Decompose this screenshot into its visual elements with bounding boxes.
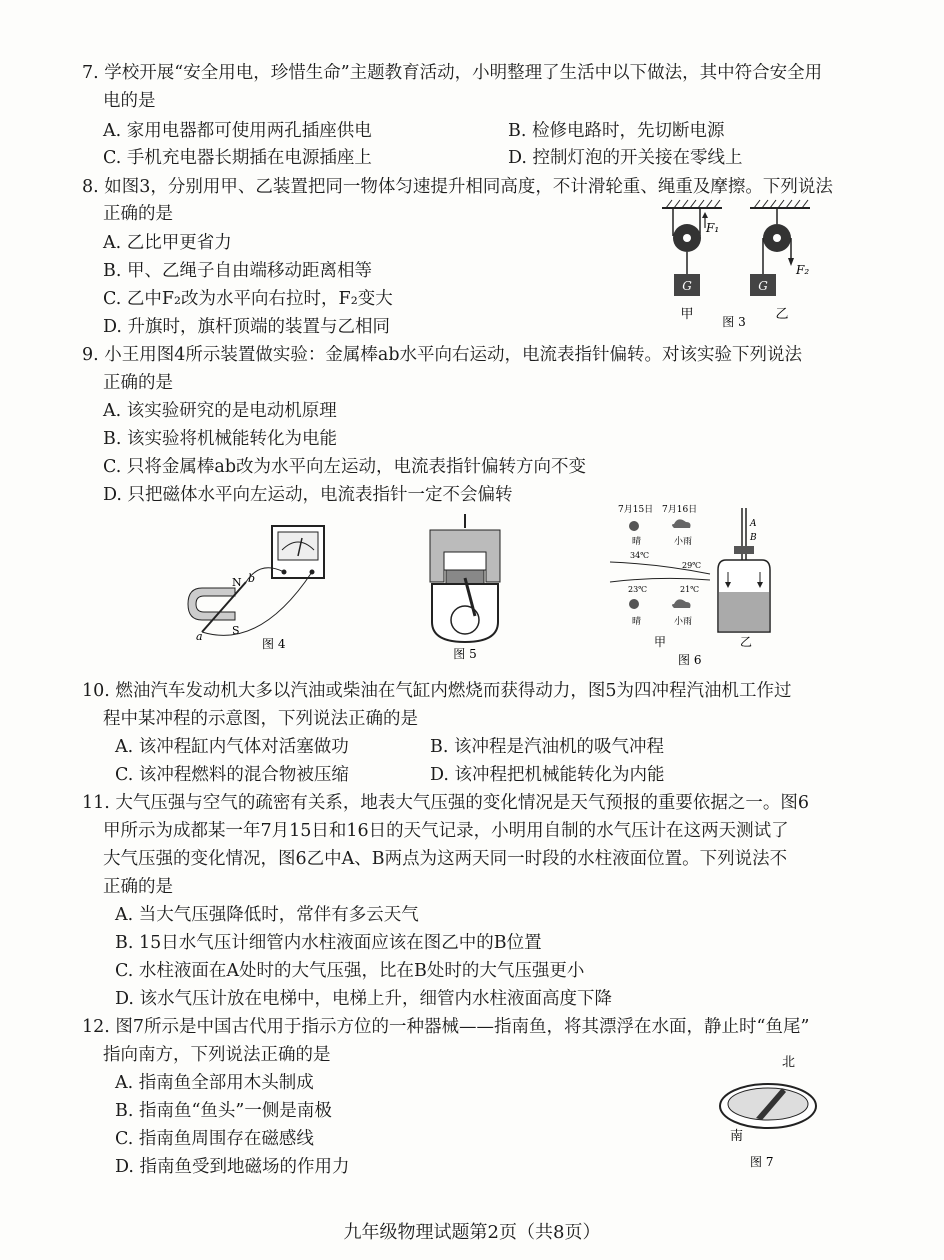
point-a-label: A [750, 519, 757, 529]
q7-stem-line2: 电的是 [103, 91, 156, 111]
q8-option-b: B. 甲、乙绳子自由端移动距离相等 [103, 261, 372, 281]
figure-3-label-jia: 甲 [680, 307, 694, 322]
q7-option-b: B. 检修电路时，先切断电源 [508, 121, 725, 141]
q9-stem-line2: 正确的是 [103, 373, 173, 393]
q9-option-b: B. 该实验将机械能转化为电能 [103, 429, 337, 449]
rod-b-label: b [248, 572, 256, 585]
rain-cloud-icon-2 [672, 599, 691, 608]
q7-option-d: D. 控制灯泡的开关接在零线上 [508, 148, 743, 168]
q10-option-b: B. 该冲程是汽油机的吸气冲程 [430, 737, 664, 757]
q9-stem-line1: 9. 小王用图4所示装置做实验：金属棒ab水平向右运动，电流表指针偏转。对该实验下列说法 [82, 345, 803, 365]
point-b-label: B [750, 533, 757, 543]
q12-option-d: D. 指南鱼受到地磁场的作用力 [115, 1157, 350, 1177]
q11-option-a: A. 当大气压强降低时，常伴有多云天气 [115, 905, 419, 925]
q10-stem-line1: 10. 燃油汽车发动机大多以汽油或柴油在气缸内燃烧而获得动力，图5为四冲程汽油机工作过 [82, 681, 792, 701]
figure-6-weather [610, 500, 790, 670]
temp-1: 34℃ [630, 551, 650, 560]
svg-text:G: G [758, 279, 768, 293]
figure-6-label-yi: 乙 [740, 635, 753, 649]
figure-3-label-yi: 乙 [775, 307, 789, 322]
figure-5-caption: 图 5 [453, 647, 477, 661]
temp-3: 23℃ [628, 585, 648, 594]
f2-label: F₂ [796, 263, 810, 277]
q10-stem-line2: 程中某冲程的示意图，下列说法正确的是 [103, 709, 418, 729]
q12-option-b: B. 指南鱼“鱼头”一侧是南极 [115, 1101, 332, 1121]
weather-2: 小雨 [674, 537, 693, 547]
q7-stem-line1: 7. 学校开展“安全用电，珍惜生命”主题教育活动，小明整理了生活中以下做法，其中符合安全用 [82, 63, 823, 83]
q12-option-c: C. 指南鱼周围存在磁感线 [115, 1129, 314, 1149]
south-label: 南 [730, 1129, 744, 1144]
weather-3: 晴 [632, 617, 642, 627]
f1-label: F₁ [706, 221, 720, 235]
temp-2: 29℃ [682, 561, 702, 570]
q11-option-c: C. 水柱液面在A处时的大气压强，比在B处时的大气压强更小 [115, 961, 585, 981]
q11-stem-line1: 11. 大气压强与空气的疏密有关系，地表大气压强的变化情况是天气预报的重要依据之一。图6 [82, 793, 810, 813]
rod-a-label: a [196, 630, 203, 643]
date-1: 7月15日 [618, 505, 654, 515]
svg-text:G: G [682, 279, 692, 293]
weather-4: 小雨 [674, 617, 693, 627]
q9-option-d: D. 只把磁体水平向左运动，电流表指针一定不会偏转 [103, 485, 513, 505]
q9-option-a: A. 该实验研究的是电动机原理 [103, 401, 337, 421]
sun-icon-2 [629, 599, 639, 609]
q12-stem-line2: 指向南方，下列说法正确的是 [103, 1045, 331, 1065]
figure-6-label-jia: 甲 [654, 635, 667, 649]
q7-option-a: A. 家用电器都可使用两孔插座供电 [103, 121, 372, 141]
q9-option-c: C. 只将金属棒ab改为水平向左运动，电流表指针偏转方向不变 [103, 457, 587, 477]
north-label: 北 [782, 1055, 796, 1070]
magnet-s-label: S [232, 624, 240, 637]
q8-stem-line1: 8. 如图3，分别用甲、乙装置把同一物体匀速提升相同高度，不计滑轮重、绳重及摩擦。下列说法 [82, 177, 833, 197]
sun-icon [629, 521, 639, 531]
figure-3-pulleys [650, 196, 830, 328]
q12-option-a: A. 指南鱼全部用木头制成 [115, 1073, 314, 1093]
figure-7-caption: 图 7 [750, 1155, 774, 1169]
figure-3-caption: 图 3 [722, 315, 746, 329]
date-2: 7月16日 [662, 505, 698, 515]
q8-stem-line2: 正确的是 [103, 204, 173, 224]
q10-option-a: A. 该冲程缸内气体对活塞做功 [115, 737, 349, 757]
figure-4-induction [180, 520, 350, 650]
q8-option-d: D. 升旗时，旗杆顶端的装置与乙相同 [103, 317, 391, 337]
q11-option-b: B. 15日水气压计细管内水柱液面应该在图乙中的B位置 [115, 933, 542, 953]
rain-cloud-icon [672, 519, 691, 528]
q11-option-d: D. 该水气压计放在电梯中，电梯上升，细管内水柱液面高度下降 [115, 989, 613, 1009]
magnet-n-label: N [232, 576, 242, 589]
figure-7-compass-fish [710, 1048, 830, 1178]
q11-stem-line4: 正确的是 [103, 877, 173, 897]
page-footer: 九年级物理试题第2页（共8页） [343, 1222, 601, 1243]
figure-4-caption: 图 4 [262, 637, 286, 651]
q8-option-c: C. 乙中F₂改为水平向右拉时，F₂变大 [103, 289, 393, 309]
q12-stem-line1: 12. 图7所示是中国古代用于指示方位的一种器械——指南鱼，将其漂浮在水面，静止时“鱼尾” [82, 1017, 810, 1037]
temp-4: 21℃ [680, 585, 700, 594]
q11-stem-line2: 甲所示为成都某一年7月15日和16日的天气记录，小明用自制的水气压计在这两天测试了 [103, 821, 789, 841]
figure-5-engine [420, 512, 510, 661]
figure-6-caption: 图 6 [678, 653, 702, 667]
q11-stem-line3: 大气压强的变化情况，图6乙中A、B两点为这两天同一时段的水柱液面位置。下列说法不 [103, 849, 788, 869]
q10-option-c: C. 该冲程燃料的混合物被压缩 [115, 765, 349, 785]
q10-option-d: D. 该冲程把机械能转化为内能 [430, 765, 665, 785]
q7-option-c: C. 手机充电器长期插在电源插座上 [103, 148, 372, 168]
q8-option-a: A. 乙比甲更省力 [103, 233, 232, 253]
weather-1: 晴 [632, 537, 642, 547]
